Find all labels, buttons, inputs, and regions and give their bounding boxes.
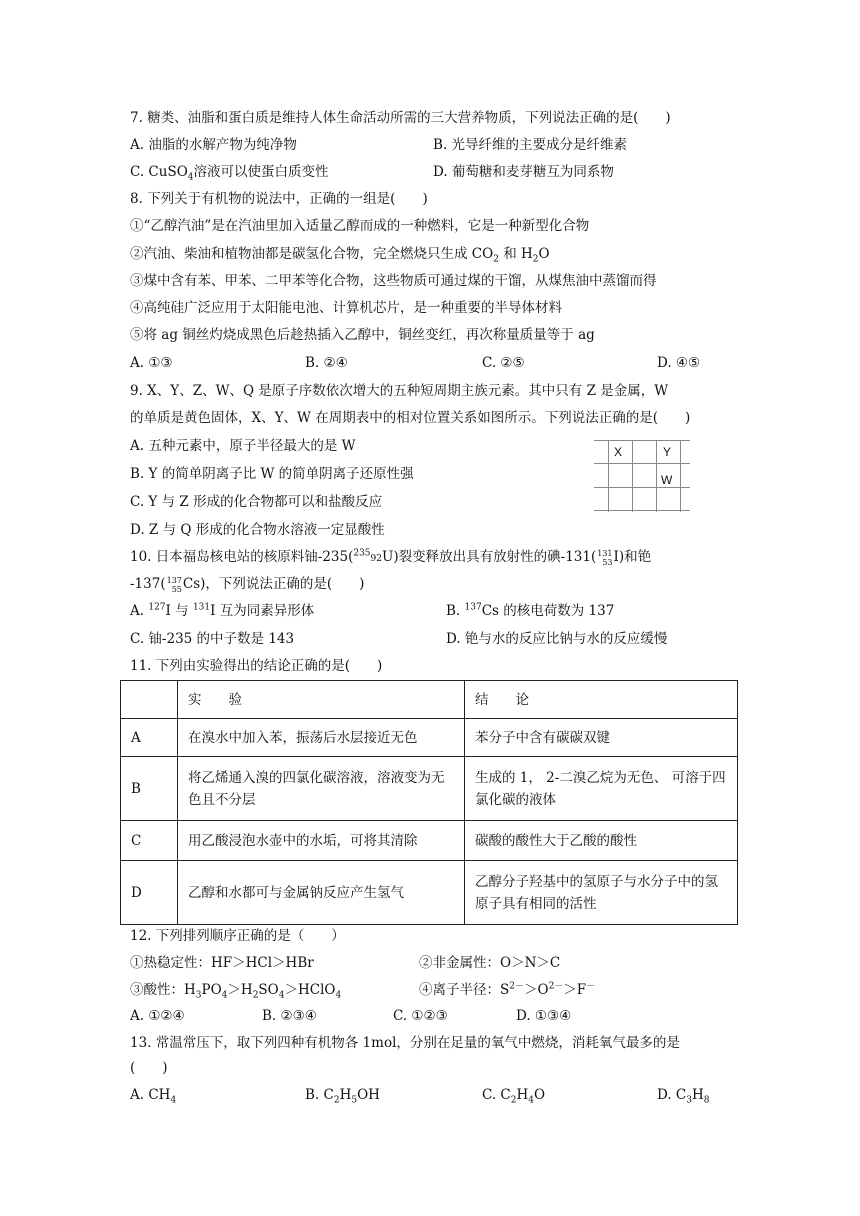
periodic-table-position-figure [594, 440, 690, 512]
q8-statement-2: ②汽油、柴油和植物油都是碳氢化合物，完全燃烧只生成 $CO_2$ 和 $H_2O$ [130, 246, 550, 265]
q13-stem-line-2: ( ) [130, 1060, 168, 1076]
q13-option-d: D. $C_3H_8$ [657, 1087, 710, 1106]
q8-statement-5: ⑤将 ag 铜丝灼烧成黑色后趁热插入乙醇中，铜丝变红，再次称量质量等于 ag [130, 327, 595, 343]
row-label: D [121, 861, 178, 925]
experiment-conclusion-table [120, 680, 738, 925]
row-label: B [121, 757, 178, 821]
table-header-conclusion: 结 论 [465, 681, 738, 719]
grid-element-y: Y [663, 445, 672, 459]
q10-option-a: A. $^{127}$I 与 $^{131}$I 互为同素异形体 [130, 602, 315, 619]
table-row [121, 719, 738, 757]
q7-option-d: D. 葡萄糖和麦芽糖互为同系物 [433, 164, 614, 180]
q12-statement-4: ④离子半径：$S^{2-}>O^{2-}>F^-$ [419, 981, 596, 998]
q9-option-b: B. Y 的简单阴离子比 W 的简单阴离子还原性强 [130, 466, 414, 482]
table-header-label [121, 681, 178, 719]
q12-statement-2: ②非金属性：O＞N＞C [419, 955, 561, 971]
q9-option-c: C. Y 与 Z 形成的化合物都可以和盐酸反应 [130, 494, 383, 510]
row-experiment: 乙醇和水都可与金属钠反应产生氢气 [178, 861, 465, 925]
q8-statement-1: ①“乙醇汽油”是在汽油里加入适量乙醇而成的一种燃料，它是一种新型化合物 [130, 218, 590, 234]
q10-stem-line-2: -137( 137 55 Cs)，下列说法正确的是( ) [130, 575, 365, 594]
grid-element-w: W [661, 473, 673, 487]
q13-option-a: A. $CH_4$ [130, 1087, 177, 1106]
grid-element-x: X [614, 445, 623, 459]
row-experiment: 在溴水中加入苯，振荡后水层接近无色 [178, 719, 465, 757]
row-experiment: 用乙酸浸泡水壶中的水垢，可将其清除 [178, 821, 465, 861]
q7-option-a: A. 油脂的水解产物为纯净物 [130, 137, 297, 153]
q8-option-a: A. ①③ [130, 355, 173, 371]
q10-option-b: B. $^{137}$Cs 的核电荷数为 137 [446, 602, 615, 619]
q8-option-d: D. ④⑤ [657, 355, 701, 371]
q13-stem-line-1: 13. 常温常压下，取下列四种有机物各 1mol，分别在足量的氧气中燃烧，消耗氧气最多的是 [130, 1035, 680, 1051]
row-conclusion: 碳酸的酸性大于乙酸的酸性 [465, 821, 738, 861]
table-row [121, 821, 738, 861]
q11-stem: 11. 下列由实验得出的结论正确的是( ) [130, 658, 383, 674]
q9-option-a: A. 五种元素中，原子半径最大的是 W [130, 438, 356, 454]
table-header-row [121, 681, 738, 719]
q7-option-b: B. 光导纤维的主要成分是纤维素 [433, 137, 628, 153]
q9-stem-line-1: 9. X、Y、Z、W、Q 是原子序数依次增大的五种短周期主族元素。其中只有 Z 是金属，W [130, 383, 669, 399]
row-experiment: 将乙烯通入溴的四氯化碳溶液，溶液变为无色且不分层 [178, 757, 465, 821]
table-row [121, 757, 738, 821]
q12-statement-3: ③酸性：$H_3PO_4>H_2SO_4>HClO_4$ [130, 982, 342, 1001]
q9-option-d: D. Z 与 Q 形成的化合物水溶液一定显酸性 [130, 522, 385, 538]
row-label: C [121, 821, 178, 861]
row-label: A [121, 719, 178, 757]
q10-option-c: C. 铀-235 的中子数是 143 [130, 631, 295, 647]
q8-option-c: C. ②⑤ [482, 355, 525, 371]
q7-stem: 7. 糖类、油脂和蛋白质是维持人体生命活动所需的三大营养物质，下列说法正确的是( ) [130, 110, 671, 126]
q9-stem-line-2: 的单质是黄色固体，X、Y、W 在周期表中的相对位置关系如图所示。下列说法正确的是( ) [130, 410, 691, 426]
q12-stem: 12. 下列排列顺序正确的是（ ） [130, 928, 345, 944]
q10-stem-line-1: 10. 日本福岛核电站的核原料铀-235($^{235}$92U)裂变释放出具有放射性的碘-131( 131 53 I)和铯 [130, 548, 652, 567]
q10-option-d: D. 铯与水的反应比钠与水的反应缓慢 [446, 631, 668, 647]
q7-option-c: C. CuSO$_4$溶液可以使蛋白质变性 [130, 164, 329, 183]
q12-option-b: B. ②③④ [262, 1008, 317, 1024]
q8-stem: 8. 下列关于有机物的说法中，正确的一组是( ) [130, 191, 428, 207]
q12-statement-1: ①热稳定性：HF＞HCl＞HBr [130, 955, 314, 971]
q12-option-d: D. ①③④ [516, 1008, 572, 1024]
table-row [121, 861, 738, 925]
q8-option-b: B. ②④ [305, 355, 348, 371]
row-conclusion: 生成的 1， 2-二溴乙烷为无色、 可溶于四氯化碳的液体 [465, 757, 738, 821]
row-conclusion: 苯分子中含有碳碳双键 [465, 719, 738, 757]
q12-option-a: A. ①②④ [130, 1008, 185, 1024]
row-conclusion: 乙醇分子羟基中的氢原子与水分子中的氢原子具有相同的活性 [465, 861, 738, 925]
q8-statement-3: ③煤中含有苯、甲苯、二甲苯等化合物，这些物质可通过煤的干馏，从煤焦油中蒸馏而得 [130, 273, 657, 289]
q8-statement-4: ④高纯硅广泛应用于太阳能电池、计算机芯片，是一种重要的半导体材料 [130, 300, 562, 316]
q13-option-b: B. $C_2H_5OH$ [305, 1087, 380, 1106]
q13-option-c: C. $C_2H_4O$ [482, 1087, 546, 1106]
q12-option-c: C. ①②③ [393, 1008, 448, 1024]
table-header-experiment: 实 验 [178, 681, 465, 719]
